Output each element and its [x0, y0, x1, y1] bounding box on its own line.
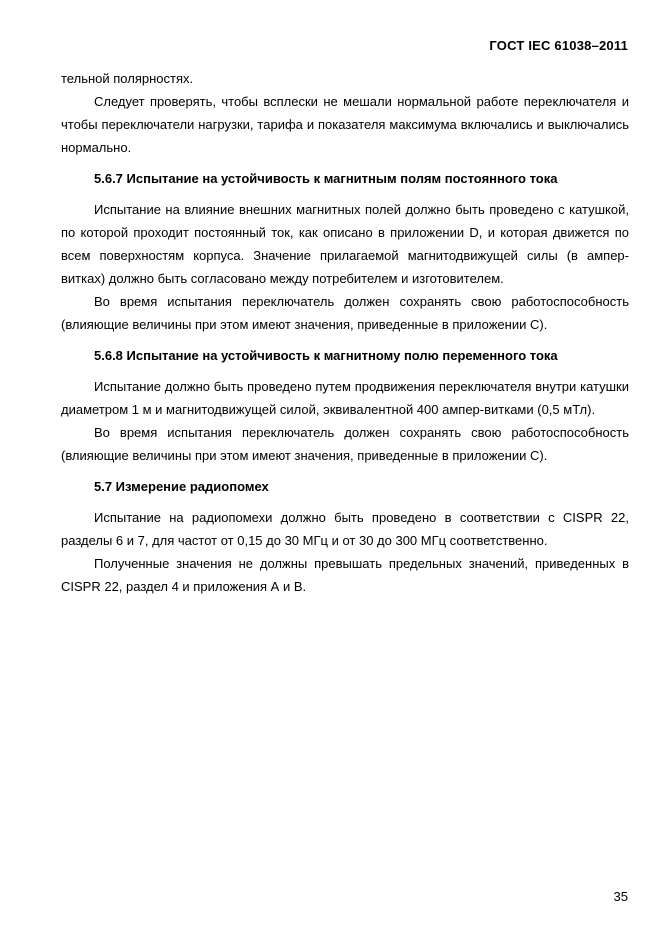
paragraph-5-6-7-requirement: Во время испытания переключатель должен сохранять свою работоспособность (влияющие величины при этом имеют значения, приведенные в приложении С).: [61, 294, 629, 332]
document-id: ГОСТ IEC 61038–2011: [489, 38, 628, 53]
paragraph-5-6-8-test: Испытание должно быть проведено путем продвижения переключателя внутри катушки диаметром 1 м и магнитодвижущей силой, эквивалентной 400 ампер-витками (0,5 мТл).: [61, 379, 629, 417]
paragraph-5-6-8-requirement: Во время испытания переключатель должен сохранять свою работоспособность (влияющие величины при этом имеют значения, приведенные в приложении С).: [61, 425, 629, 463]
page-footer: [614, 889, 628, 904]
document-body: [61, 67, 629, 598]
paragraph-5-7-limits: Полученные значения не должны превышать предельных значений, приведенных в CISPR 22, раздел 4 и приложения А и В.: [61, 556, 629, 594]
section-heading-5-6-8: 5.6.8 Испытание на устойчивость к магнитному полю переменного тока: [94, 348, 558, 363]
section-heading-5-7: 5.7 Измерение радиопомех: [94, 479, 269, 494]
paragraph-switch-check: Следует проверять, чтобы всплески не мешали нормальной работе переключателя и чтобы переключатели нагрузки, тарифа и показателя максимума включались и выключались нормально.: [61, 94, 629, 155]
section-heading-5-6-7: 5.6.7 Испытание на устойчивость к магнитным полям постоянного тока: [94, 171, 558, 186]
paragraph-5-7-test: Испытание на радиопомехи должно быть проведено в соответствии с CISPR 22, разделы 6 и 7, для частот от 0,15 до 30 МГц и от 30 до 300 МГц соответственно.: [61, 510, 629, 548]
paragraph-5-6-7-test: Испытание на влияние внешних магнитных полей должно быть проведено с катушкой, по которой проходит постоянный ток, как описано в приложении D, и которая движется по всем поверхностям корпуса. Значение прилагаемой магнитодвижущей силы (в ампер-витках) должно быть согласовано между потребителем и изготовителем.: [61, 202, 629, 286]
document-header: [489, 38, 628, 53]
page-number: 35: [613, 889, 628, 904]
paragraph-continuation: тельной полярностях.: [61, 71, 194, 86]
